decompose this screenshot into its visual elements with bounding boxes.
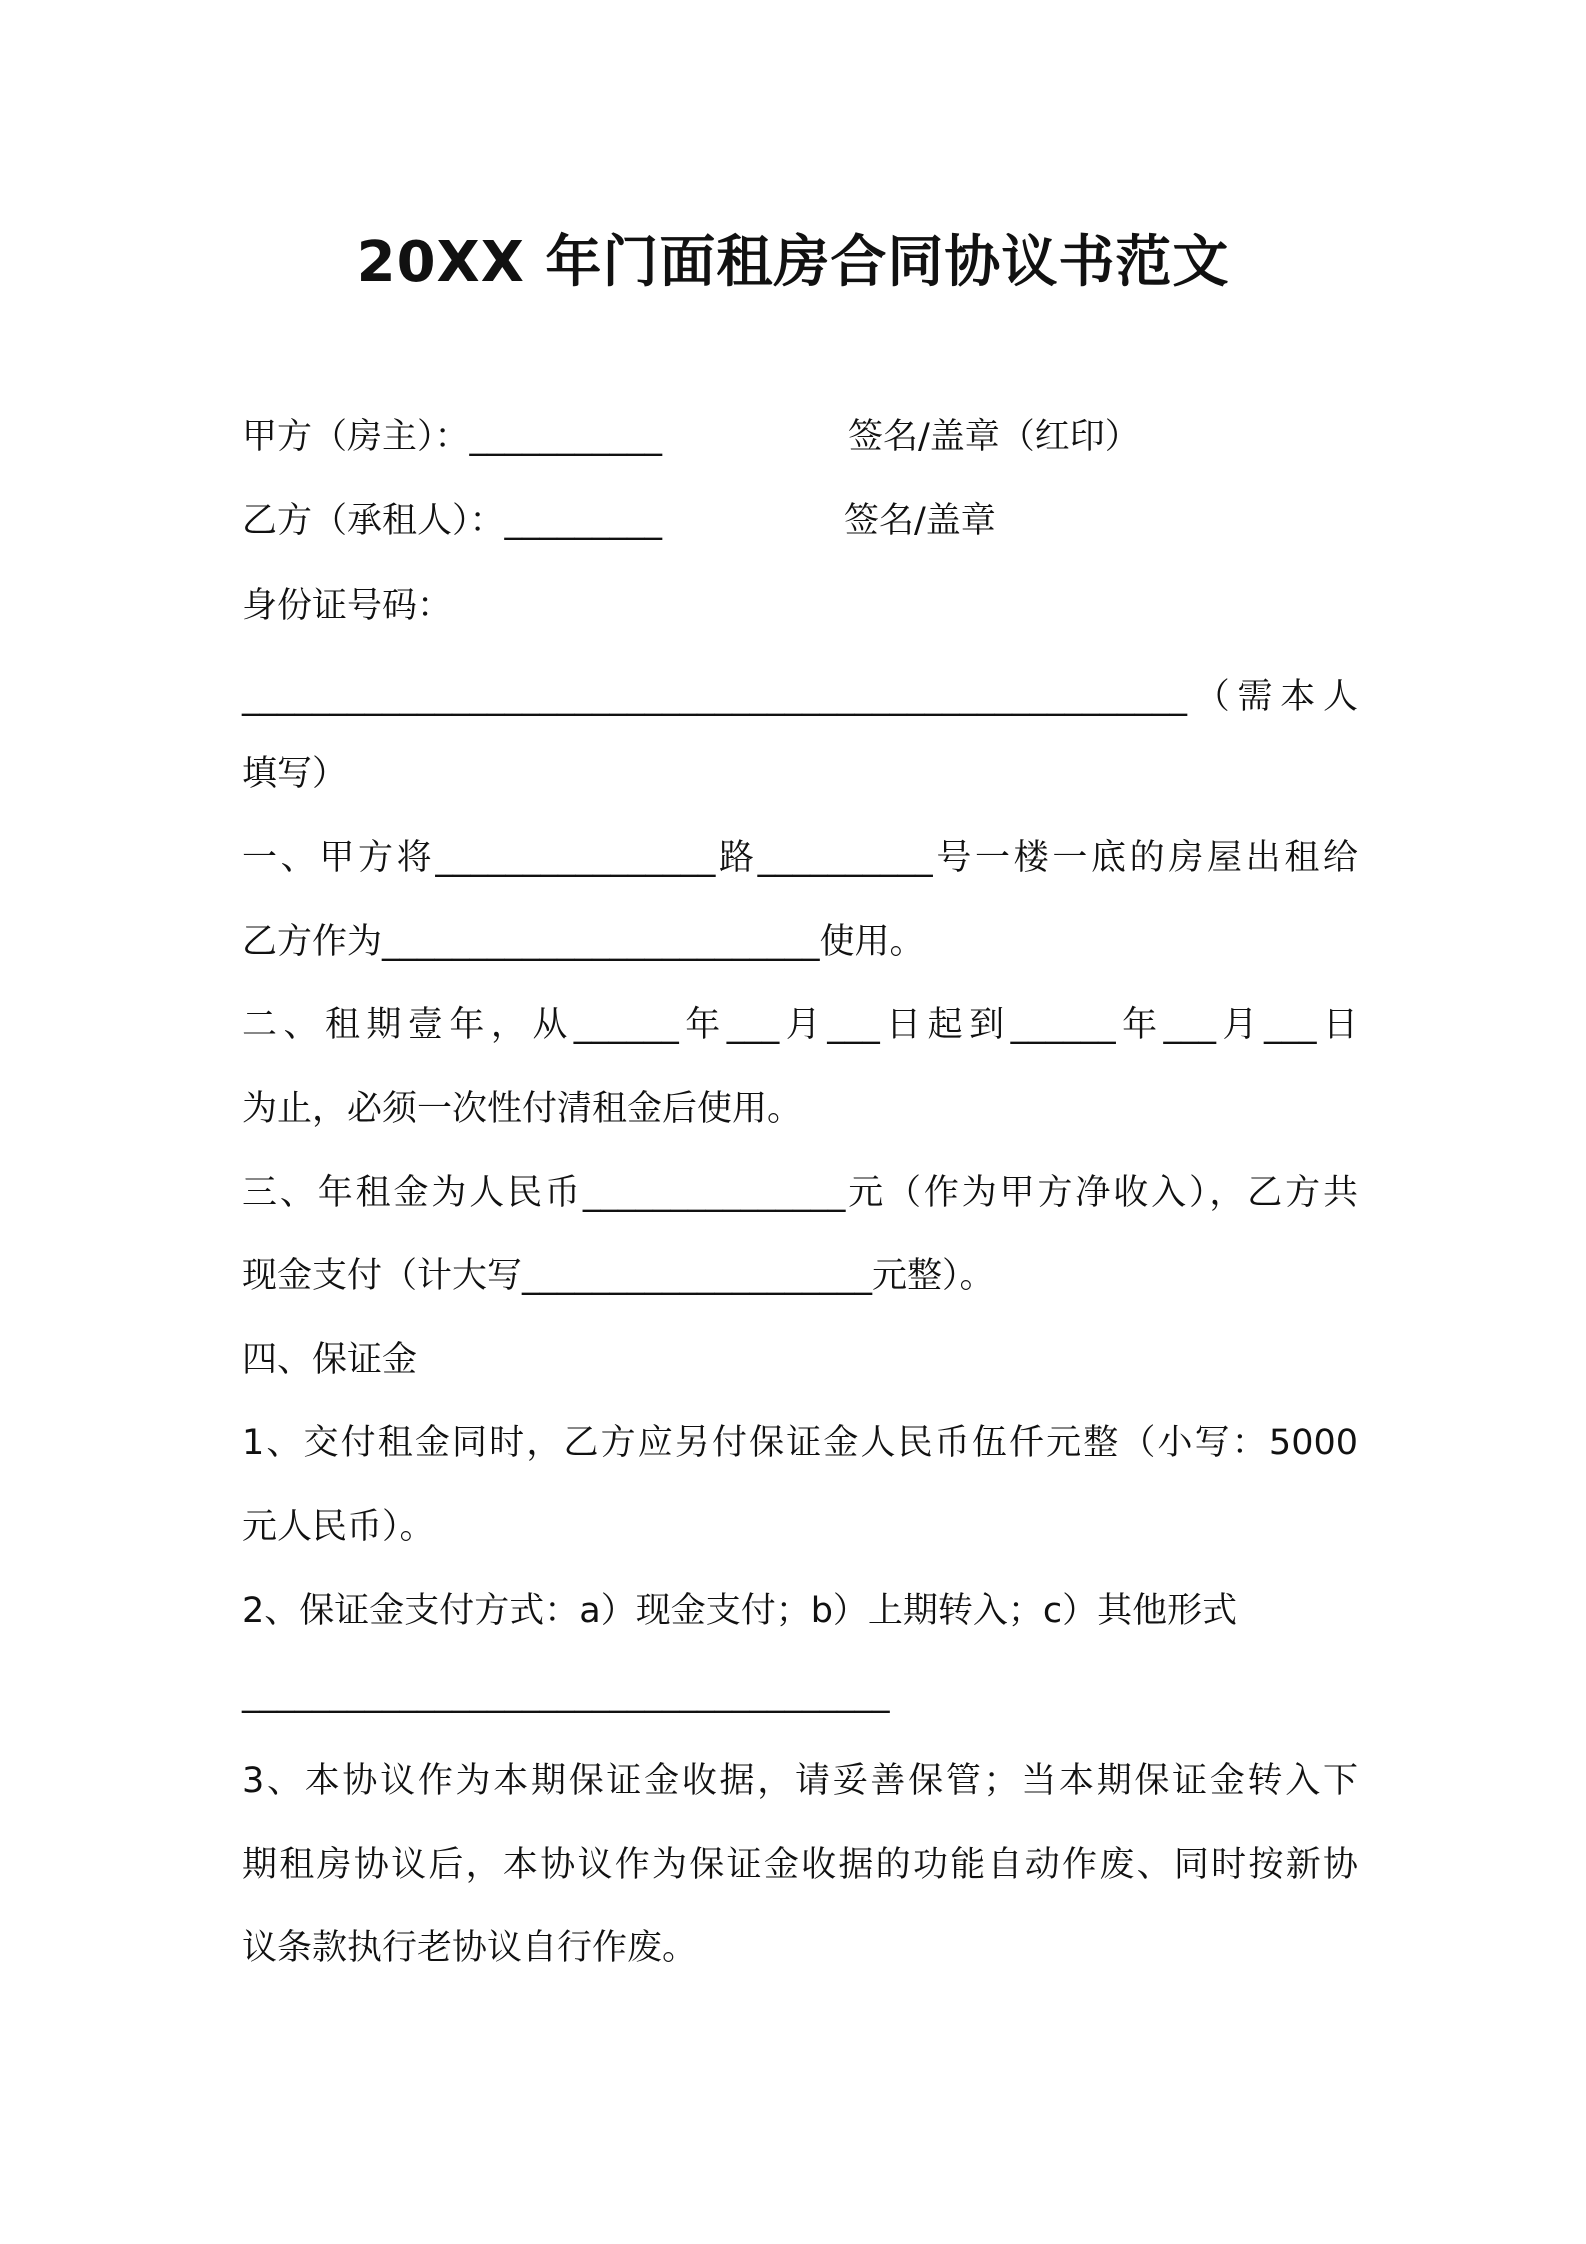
id-number-blank: ______________________________________________________（需本人	[242, 677, 1358, 717]
paragraph-line: 填写）	[242, 754, 348, 794]
party-a-signature-label: 签名/盖章（红印）	[848, 417, 1140, 457]
clause-3-line: 三、年租金为人民币_______________元（作为甲方净收入），乙方共	[242, 1173, 1358, 1213]
clause-2-line: 二、租期壹年，从______年___月___日起到______年___月___日	[242, 1005, 1358, 1045]
clause-1-line: 一、甲方将________________路__________号一楼一底的房屋出租给	[242, 838, 1358, 878]
deposit-item-1: 1、交付租金同时，乙方应另付保证金人民币伍仟元整（小写：5000	[242, 1423, 1358, 1463]
deposit-item-2: 2、保证金支付方式：a）现金支付；b）上期转入；c）其他形式	[242, 1591, 1238, 1631]
clause-3-line: 现金支付（计大写____________________元整）。	[242, 1256, 995, 1296]
deposit-item-1: 元人民币）。	[242, 1507, 435, 1547]
deposit-item-2-blank: _____________________________________	[242, 1674, 890, 1714]
clause-1-line: 乙方作为_________________________使用。	[242, 922, 925, 962]
deposit-item-3: 议条款执行老协议自行作废。	[242, 1928, 698, 1968]
party-b-signature-label: 签名/盖章	[844, 501, 996, 541]
id-number-label: 身份证号码：	[242, 586, 453, 626]
party-a-label: 甲方（房主）：___________	[242, 417, 663, 457]
clause-2-line: 为止，必须一次性付清租金后使用。	[242, 1089, 803, 1129]
deposit-item-3: 3、本协议作为本期保证金收据，请妥善保管；当本期保证金转入下	[242, 1761, 1358, 1801]
clause-4-heading: 四、保证金	[242, 1340, 418, 1380]
deposit-item-3: 期租房协议后，本协议作为保证金收据的功能自动作废、同时按新协	[242, 1845, 1358, 1885]
document-title: 20XX 年门面租房合同协议书范文	[356, 230, 1230, 295]
party-b-label: 乙方（承租人）：_________	[242, 501, 663, 541]
